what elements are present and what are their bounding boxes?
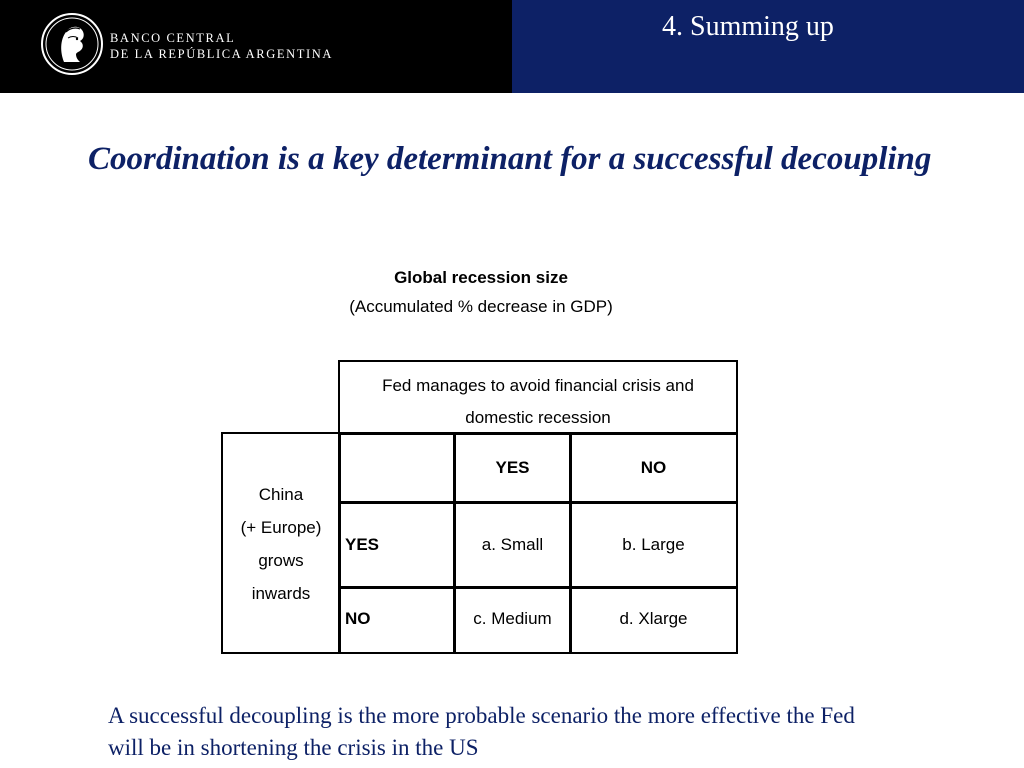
conclusion-text: A successful decoupling is the more probable scenario the more effective the Fed will be in shortening the crisis in the US [108,703,855,760]
row-header-line: (+ Europe) [240,518,322,537]
bank-name-line2: DE LA REPÚBLICA ARGENTINA [110,47,333,61]
corner-empty-cell [338,432,456,504]
outcome-label-b: b. Large [622,535,685,554]
column-option-no: NO [640,458,667,477]
column-option-yes: YES [495,458,530,477]
bcra-seal-icon [40,12,104,76]
table-subtitle: (Accumulated % decrease in GDP) [349,297,613,316]
outcome-label-c: c. Medium [473,609,552,628]
row-header-line: China [258,485,304,504]
column-option-no-cell [569,432,738,504]
column-header-label: Fed manages to avoid financial crisis and domestic recession [382,376,694,427]
bank-name [110,30,333,62]
row-option-no-cell [338,586,456,654]
table-title: Global recession size [394,268,568,287]
outcome-label-a: a. Small [481,535,544,554]
header-section-band [512,0,1024,93]
outcome-cell-c [453,586,572,654]
row-header-cell [221,432,341,654]
outcome-cell-d [569,586,738,654]
row-header-line: grows [258,551,304,570]
column-option-yes-cell [453,432,572,504]
row-option-no: NO [345,609,371,628]
row-option-yes-cell [338,501,456,589]
outcome-cell-a [453,501,572,589]
section-title: 4. Summing up [662,11,834,42]
slide-heading: Coordination is a key determinant for a successful decoupling [88,141,932,177]
row-option-yes: YES [345,535,380,554]
outcome-label-d: d. Xlarge [619,609,688,628]
row-header-line: inwards [251,584,311,603]
column-header-cell [338,360,738,435]
outcome-cell-b [569,501,738,589]
header-bank-band [0,0,512,93]
bank-name-line1: BANCO CENTRAL [110,31,236,45]
